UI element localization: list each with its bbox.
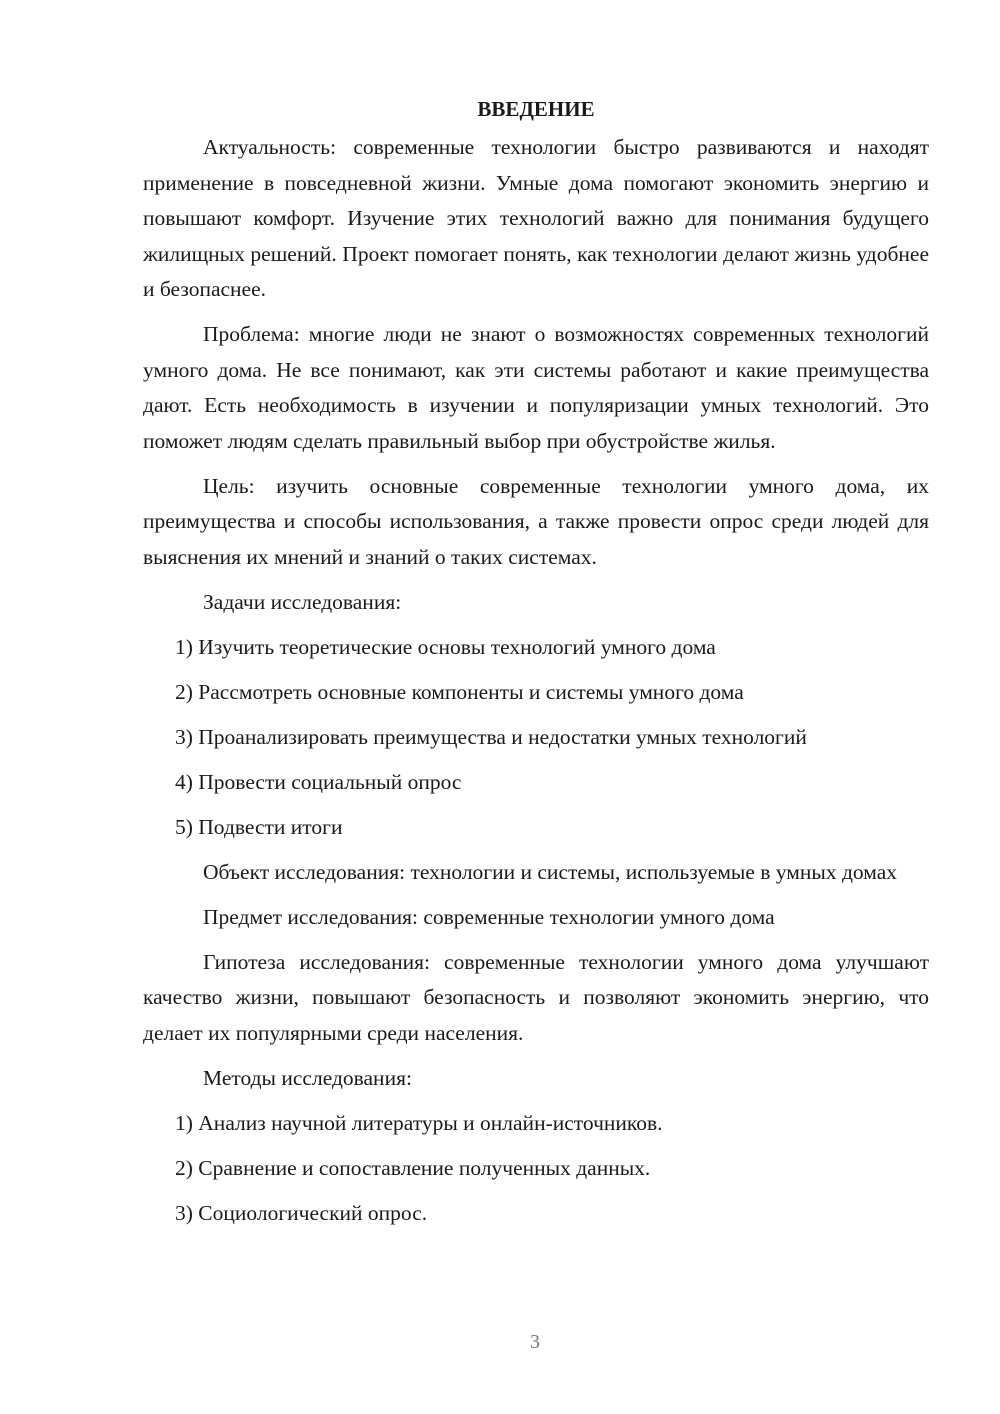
object-paragraph: Объект исследования: технологии и системы, используемые в умных домах bbox=[203, 859, 898, 884]
page-title: ВВЕДЕНИЕ bbox=[477, 97, 595, 121]
list-item: 1) Анализ научной литературы и онлайн-источников. bbox=[175, 1110, 663, 1135]
methods-list bbox=[143, 1106, 929, 1232]
relevance-paragraph: Актуальность: современные технологии быстро развиваются и находят применение в повседневной жизни. Умные дома помогают экономить энергию и повышают комфорт. Изучение этих технологий важно для понимания будущего жилищных решений. Проект помогает понять, как технологии делают жизнь удобнее и безопаснее. bbox=[143, 135, 929, 301]
list-item: 2) Рассмотреть основные компоненты и системы умного дома bbox=[175, 679, 744, 704]
tasks-list bbox=[143, 630, 929, 846]
list-item: 2) Сравнение и сопоставление полученных данных. bbox=[175, 1155, 651, 1180]
page-number: 3 bbox=[530, 1331, 540, 1353]
list-item: 4) Провести социальный опрос bbox=[175, 769, 462, 794]
subject-paragraph: Предмет исследования: современные технологии умного дома bbox=[203, 904, 775, 929]
tasks-heading: Задачи исследования: bbox=[203, 589, 402, 614]
list-item: 5) Подвести итоги bbox=[175, 814, 343, 839]
hypothesis-paragraph: Гипотеза исследования: современные технологии умного дома улучшают качество жизни, повышают безопасность и позволяют экономить энергию, что делает их популярными среди населения. bbox=[143, 949, 929, 1045]
problem-paragraph: Проблема: многие люди не знают о возможностях современных технологий умного дома. Не все понимают, как эти системы работают и какие преимущества дают. Есть необходимость в изучении и популяризации умных технологий. Это поможет людям сделать правильный выбор при обустройстве жилья. bbox=[143, 322, 929, 453]
methods-heading: Методы исследования: bbox=[203, 1065, 412, 1090]
list-item: 1) Изучить теоретические основы технологий умного дома bbox=[175, 634, 716, 659]
goal-paragraph: Цель: изучить основные современные технологии умного дома, их преимущества и способы использования, а также провести опрос среди людей для выяснения их мнений и знаний о таких системах. bbox=[143, 473, 929, 569]
list-item: 3) Социологический опрос. bbox=[175, 1200, 428, 1225]
list-item: 3) Проанализировать преимущества и недостатки умных технологий bbox=[175, 724, 807, 749]
document-page bbox=[143, 92, 929, 1241]
